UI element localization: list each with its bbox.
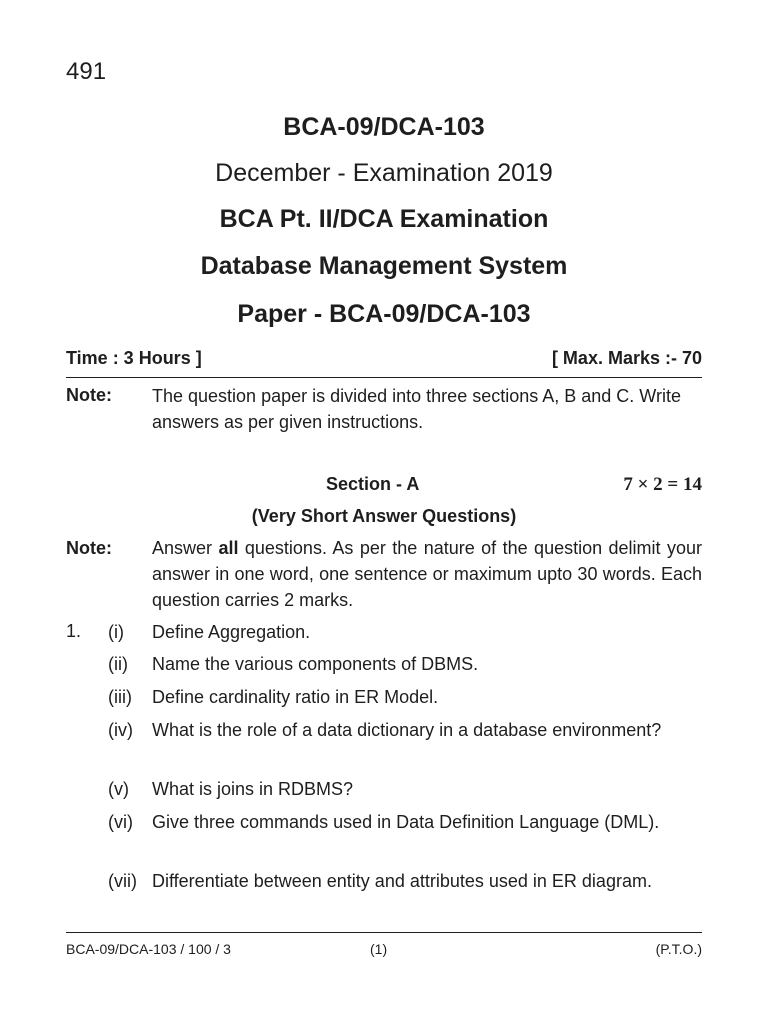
max-marks: [ Max. Marks :- 70 <box>551 348 702 368</box>
section-marks: 7 × 2 = 14 <box>623 474 702 495</box>
instructions-text-end: questions. As per the nature of the question delimit your answer in one word, one sentence or maximum upto 30 words. Each question carries 2 marks. <box>152 538 702 610</box>
question-item <box>108 868 702 894</box>
section-subtitle: (Very Short Answer Questions) <box>251 506 517 526</box>
question-roman: (i) <box>108 622 124 642</box>
time-marks-line <box>66 348 702 369</box>
page-number: 491 <box>66 58 107 85</box>
footer-divider <box>66 932 702 933</box>
question-item <box>108 684 702 710</box>
subject-title: Database Management System <box>200 252 568 280</box>
section-title: Section - A <box>326 474 420 494</box>
instructions-text <box>152 535 702 613</box>
note-text: The question paper is divided into three sections A, B and C. Write answers as per given instructions. <box>152 386 681 432</box>
question-roman: (iii) <box>108 687 132 707</box>
question-text: Define Aggregation. <box>152 622 311 642</box>
question-text: Differentiate between entity and attributes used in ER diagram. <box>152 871 652 891</box>
instructions-label: Note: <box>66 538 112 558</box>
question-text: What is the role of a data dictionary in a database environment? <box>152 720 662 740</box>
question-item <box>108 619 702 645</box>
footer-page-number: (1) <box>370 941 388 957</box>
program-title: BCA Pt. II/DCA Examination <box>219 205 549 233</box>
exam-title: December - Examination 2019 <box>215 159 553 187</box>
header-divider <box>66 377 702 378</box>
question-text: Name the various components of DBMS. <box>152 654 479 674</box>
question-roman: (vii) <box>108 871 137 891</box>
note-label: Note: <box>66 385 112 405</box>
question-item <box>108 776 702 802</box>
question-number: 1. <box>66 621 82 641</box>
question-roman: (ii) <box>108 654 128 674</box>
instructions-emphasis: all <box>218 538 239 558</box>
question-item <box>108 717 702 743</box>
question-roman: (iv) <box>108 720 133 740</box>
question-item <box>108 651 702 677</box>
time-allowed: Time : 3 Hours ] <box>66 348 202 368</box>
question-roman: (v) <box>108 779 129 799</box>
paper-title: Paper - BCA-09/DCA-103 <box>237 300 531 328</box>
footer-pto: (P.T.O.) <box>655 941 702 957</box>
question-text: Define cardinality ratio in ER Model. <box>152 687 439 707</box>
footer-code: BCA-09/DCA-103 / 100 / 3 <box>66 941 231 957</box>
question-item <box>108 809 702 835</box>
question-roman: (vi) <box>108 812 133 832</box>
question-text: What is joins in RDBMS? <box>152 779 354 799</box>
instructions-text-start: Answer <box>152 538 219 558</box>
question-text: Give three commands used in Data Definition Language (DML). <box>152 812 660 832</box>
paper-code-title: BCA-09/DCA-103 <box>283 113 485 141</box>
